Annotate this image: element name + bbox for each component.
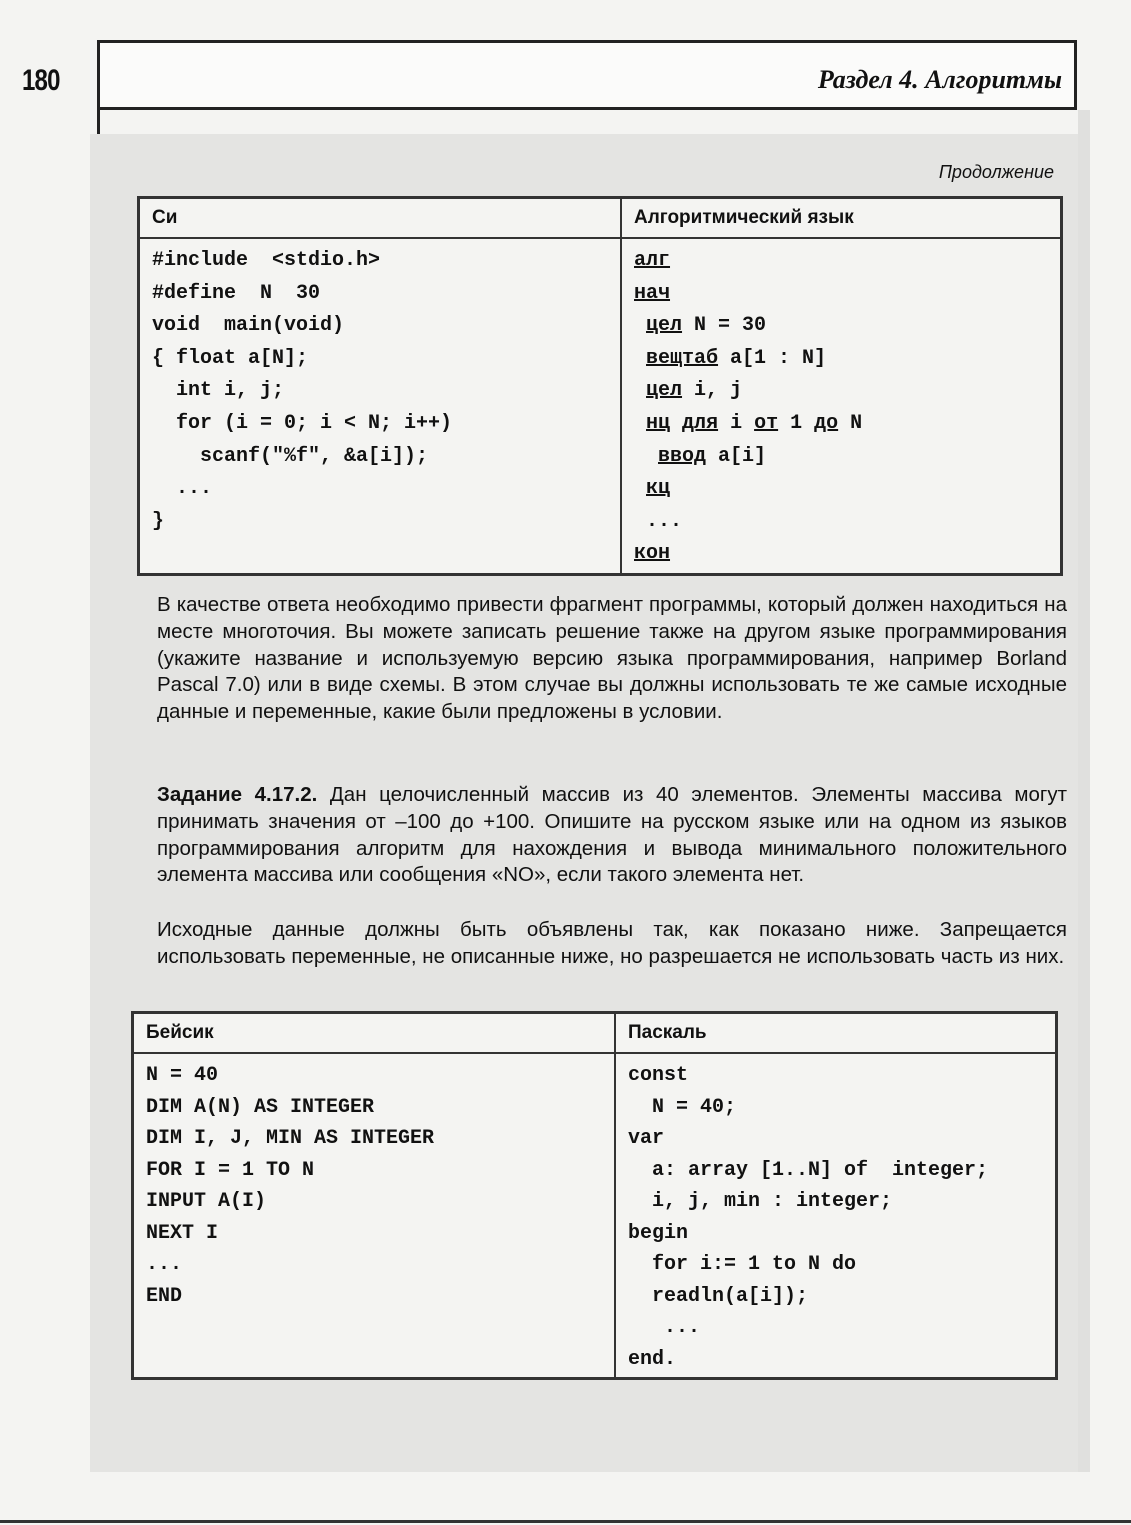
code-line xyxy=(634,506,1050,539)
code-line xyxy=(634,375,1050,408)
code-line: DIM I, J, MIN AS INTEGER xyxy=(146,1127,435,1150)
table1-header-alg: Алгоритмический язык xyxy=(621,198,1062,239)
task-paragraph-2: Исходные данные должны быть объявлены так, как показано ниже. Запрещается использовать переменные, не описанные ниже, но разрешается не использовать часть из них. xyxy=(157,918,1067,968)
code-text: 1 xyxy=(778,411,815,435)
keyword: ввод xyxy=(658,444,707,468)
code-line: ... xyxy=(152,477,213,501)
code-text: ... xyxy=(646,509,683,533)
code-text: N xyxy=(838,411,863,435)
keyword: нач xyxy=(634,281,671,305)
task-label: Задание 4.17.2. xyxy=(157,783,318,806)
code-line xyxy=(634,538,1050,571)
page-number: 180 xyxy=(22,64,60,97)
keyword: до xyxy=(814,411,839,435)
code-line: INPUT A(I) xyxy=(146,1190,267,1213)
code-line xyxy=(634,343,1050,376)
code-line: FOR I = 1 TO N xyxy=(146,1158,315,1182)
code-line: END xyxy=(146,1284,183,1308)
c-code-cell xyxy=(139,238,622,574)
table1-header-c: Си xyxy=(139,198,622,239)
code-table-c-alg xyxy=(137,196,1063,576)
header-rule xyxy=(97,108,100,134)
code-line: NEXT I xyxy=(146,1221,219,1245)
section-title: Раздел 4. Алгоритмы xyxy=(817,65,1062,94)
code-line: end. xyxy=(628,1347,677,1371)
code-text: i, j xyxy=(682,379,743,403)
code-table-basic-pascal xyxy=(131,1011,1058,1380)
code-line xyxy=(634,245,1050,278)
keyword: цел xyxy=(646,314,683,338)
code-line: ... xyxy=(628,1316,701,1339)
code-line: scanf("%f", &a[i]); xyxy=(152,444,429,468)
code-line: a: array [1..N] of integer; xyxy=(628,1158,989,1182)
keyword: от xyxy=(754,411,779,435)
code-line xyxy=(634,310,1050,343)
bottom-rule xyxy=(0,1520,1131,1523)
code-line xyxy=(634,473,1050,506)
keyword: кц xyxy=(646,477,671,501)
code-text: a[1 : N] xyxy=(718,346,827,370)
code-line: #define N 30 xyxy=(152,281,321,305)
code-line: N = 40; xyxy=(628,1095,737,1119)
paragraph-answer-instructions: В качестве ответа необходимо привести фрагмент программы, который должен находиться на месте многоточия. Вы можете записать решение также на другом языке программирования (укажите название и используемую версию языка программирования, например Borland Pascal 7.0) или в виде схемы. В этом случае вы должны использовать те же самые исходные данные и переменные, какие были предложены в условии. xyxy=(157,593,1067,724)
code-line: var xyxy=(628,1127,665,1150)
keyword: цел xyxy=(646,379,683,403)
section-header xyxy=(97,40,1077,110)
pascal-code-cell xyxy=(615,1053,1057,1379)
code-line: int i, j; xyxy=(152,379,285,403)
code-line: } xyxy=(152,509,165,533)
code-line: N = 40 xyxy=(146,1064,219,1087)
code-text: i xyxy=(718,411,755,435)
task-text: Дан целочисленный массив из 40 элементов. Элементы массива могут принимать значения от –100 до +100. Опишите на русском языке или на одном из языков программирования алгоритм для нахождения и вывода минимального положительного элемента массива или сообщения «NO», если такого элемента нет. xyxy=(157,783,1067,887)
code-text: a[i] xyxy=(706,444,767,468)
basic-code-cell xyxy=(133,1053,616,1379)
code-line: void main(void) xyxy=(152,314,345,338)
task-paragraph xyxy=(157,782,1067,889)
keyword: вещтаб xyxy=(646,346,719,370)
table2-header-basic: Бейсик xyxy=(133,1013,616,1054)
code-line: const xyxy=(628,1064,689,1087)
code-line: for i:= 1 to N do xyxy=(628,1253,857,1276)
code-line xyxy=(634,278,1050,311)
continuation-label: Продолжение xyxy=(938,162,1054,182)
code-line xyxy=(634,408,1050,441)
code-line: begin xyxy=(628,1221,689,1245)
code-line: i, j, min : integer; xyxy=(628,1190,893,1213)
code-line: DIM A(N) AS INTEGER xyxy=(146,1095,375,1119)
keyword: кон xyxy=(634,542,671,566)
table2-header-pascal: Паскаль xyxy=(615,1013,1057,1054)
code-line: readln(a[i]); xyxy=(628,1284,809,1308)
keyword: для xyxy=(682,411,719,435)
code-text: N = 30 xyxy=(682,314,767,338)
code-line: ... xyxy=(146,1253,183,1276)
code-line xyxy=(634,441,1050,474)
keyword: алг xyxy=(634,249,671,272)
keyword: нц xyxy=(646,411,671,435)
code-line: for (i = 0; i < N; i++) xyxy=(152,411,453,435)
alg-code-cell xyxy=(621,238,1062,574)
shaded-edge xyxy=(1078,110,1090,1472)
code-line: #include <stdio.h> xyxy=(152,249,381,272)
code-line: { float a[N]; xyxy=(152,346,309,370)
